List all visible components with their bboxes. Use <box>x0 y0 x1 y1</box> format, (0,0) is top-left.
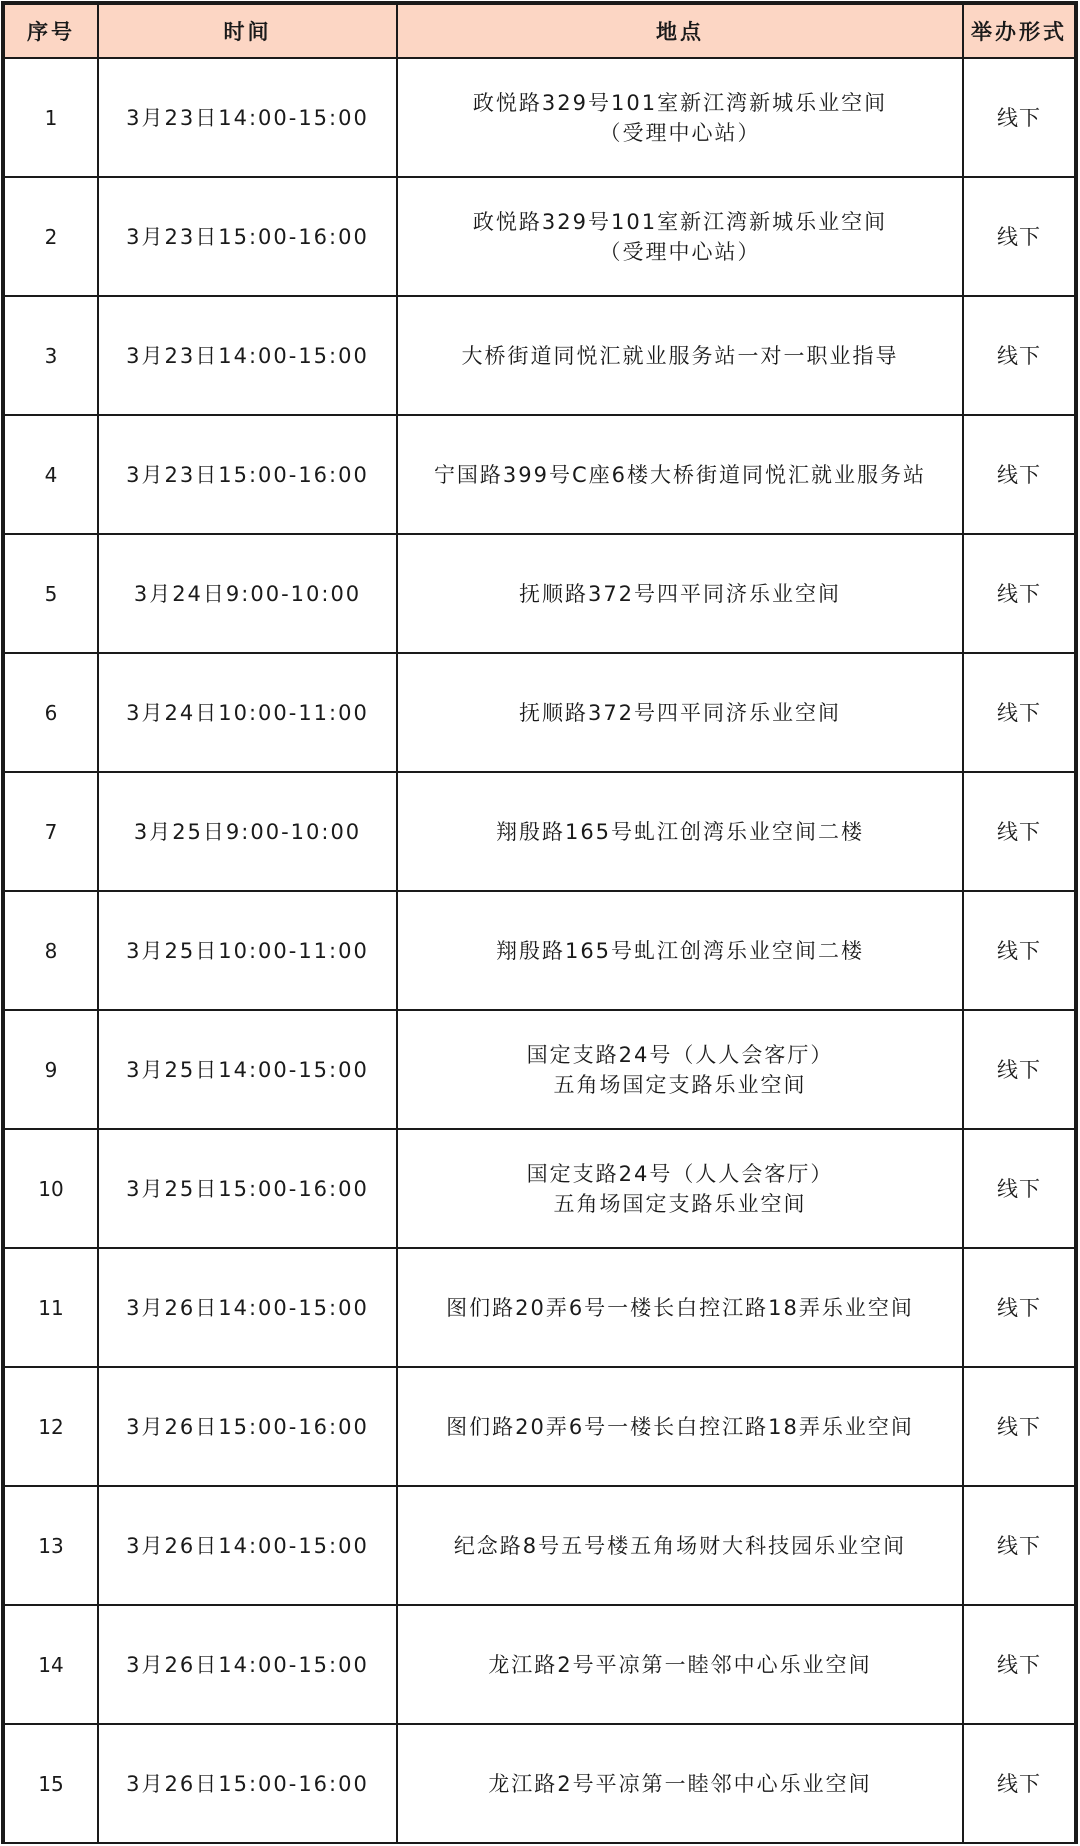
cell-location <box>397 772 963 891</box>
location-line: 图们路20弄6号一楼长白控江路18弄乐业空间 <box>446 1414 914 1439</box>
table-row <box>4 1248 1075 1367</box>
cell-format: 线下 <box>963 1605 1075 1724</box>
cell-time: 3月23日14:00-15:00 <box>98 58 397 177</box>
cell-time: 3月24日10:00-11:00 <box>98 653 397 772</box>
cell-time: 3月26日15:00-16:00 <box>98 1367 397 1486</box>
location-line: 五角场国定支路乐业空间 <box>553 1072 807 1097</box>
table-row <box>4 1605 1075 1724</box>
table-row <box>4 1129 1075 1248</box>
table-row <box>4 1724 1075 1843</box>
cell-format: 线下 <box>963 415 1075 534</box>
cell-format: 线下 <box>963 772 1075 891</box>
cell-no: 12 <box>4 1367 98 1486</box>
cell-format: 线下 <box>963 58 1075 177</box>
location-line: 五角场国定支路乐业空间 <box>553 1191 807 1216</box>
table-row <box>4 891 1075 1010</box>
cell-time: 3月24日9:00-10:00 <box>98 534 397 653</box>
cell-no: 11 <box>4 1248 98 1367</box>
cell-location <box>397 1367 963 1486</box>
location-line: 国定支路24号（人人会客厅） <box>526 1042 834 1067</box>
location-line: 图们路20弄6号一楼长白控江路18弄乐业空间 <box>446 1295 914 1320</box>
cell-time: 3月26日14:00-15:00 <box>98 1486 397 1605</box>
location-line: 政悦路329号101室新江湾新城乐业空间 <box>472 90 888 115</box>
header-format: 举办形式 <box>963 4 1075 58</box>
table-row <box>4 415 1075 534</box>
cell-time: 3月26日15:00-16:00 <box>98 1724 397 1843</box>
schedule-table <box>3 3 1076 1844</box>
cell-location <box>397 1248 963 1367</box>
table-body <box>4 58 1075 1843</box>
cell-time: 3月25日10:00-11:00 <box>98 891 397 1010</box>
location-line: 龙江路2号平凉第一睦邻中心乐业空间 <box>488 1652 872 1677</box>
cell-format: 线下 <box>963 296 1075 415</box>
location-line: 翔殷路165号虬江创湾乐业空间二楼 <box>495 819 865 844</box>
table-row <box>4 58 1075 177</box>
cell-location <box>397 653 963 772</box>
location-line: 纪念路8号五号楼五角场财大科技园乐业空间 <box>453 1533 907 1558</box>
cell-time: 3月25日14:00-15:00 <box>98 1010 397 1129</box>
cell-location <box>397 177 963 296</box>
table-row <box>4 1486 1075 1605</box>
cell-location <box>397 1486 963 1605</box>
cell-format: 线下 <box>963 1724 1075 1843</box>
cell-format: 线下 <box>963 1248 1075 1367</box>
cell-location <box>397 1724 963 1843</box>
cell-time: 3月26日14:00-15:00 <box>98 1605 397 1724</box>
cell-format: 线下 <box>963 1367 1075 1486</box>
cell-location <box>397 1129 963 1248</box>
table-row <box>4 1010 1075 1129</box>
location-line: 翔殷路165号虬江创湾乐业空间二楼 <box>495 938 865 963</box>
cell-format: 线下 <box>963 177 1075 296</box>
table-header-row <box>4 4 1075 58</box>
cell-no: 14 <box>4 1605 98 1724</box>
cell-format: 线下 <box>963 1129 1075 1248</box>
location-line: 国定支路24号（人人会客厅） <box>526 1161 834 1186</box>
cell-format: 线下 <box>963 653 1075 772</box>
header-no: 序号 <box>4 4 98 58</box>
cell-format: 线下 <box>963 534 1075 653</box>
table-row <box>4 534 1075 653</box>
cell-time: 3月23日15:00-16:00 <box>98 415 397 534</box>
cell-time: 3月25日9:00-10:00 <box>98 772 397 891</box>
cell-format: 线下 <box>963 1486 1075 1605</box>
table-row <box>4 772 1075 891</box>
table-row <box>4 177 1075 296</box>
location-line: 抚顺路372号四平同济乐业空间 <box>518 581 842 606</box>
cell-time: 3月23日14:00-15:00 <box>98 296 397 415</box>
header-location: 地点 <box>397 4 963 58</box>
cell-time: 3月26日14:00-15:00 <box>98 1248 397 1367</box>
cell-no: 13 <box>4 1486 98 1605</box>
cell-location <box>397 296 963 415</box>
cell-no: 6 <box>4 653 98 772</box>
cell-time: 3月25日15:00-16:00 <box>98 1129 397 1248</box>
location-line: 抚顺路372号四平同济乐业空间 <box>518 700 842 725</box>
cell-location <box>397 1010 963 1129</box>
cell-no: 1 <box>4 58 98 177</box>
location-line: 宁国路399号C座6楼大桥街道同悦汇就业服务站 <box>433 462 927 487</box>
cell-location <box>397 1605 963 1724</box>
cell-no: 3 <box>4 296 98 415</box>
schedule-table-container <box>1 1 1078 1844</box>
cell-no: 2 <box>4 177 98 296</box>
cell-location <box>397 58 963 177</box>
location-line: 政悦路329号101室新江湾新城乐业空间 <box>472 209 888 234</box>
cell-format: 线下 <box>963 891 1075 1010</box>
cell-no: 5 <box>4 534 98 653</box>
cell-format: 线下 <box>963 1010 1075 1129</box>
cell-no: 4 <box>4 415 98 534</box>
cell-no: 7 <box>4 772 98 891</box>
cell-location <box>397 534 963 653</box>
cell-location <box>397 891 963 1010</box>
cell-no: 9 <box>4 1010 98 1129</box>
location-line: 龙江路2号平凉第一睦邻中心乐业空间 <box>488 1771 872 1796</box>
cell-location <box>397 415 963 534</box>
cell-no: 8 <box>4 891 98 1010</box>
table-row <box>4 296 1075 415</box>
location-line: （受理中心站） <box>599 239 761 264</box>
cell-no: 15 <box>4 1724 98 1843</box>
cell-time: 3月23日15:00-16:00 <box>98 177 397 296</box>
table-row <box>4 653 1075 772</box>
header-time: 时间 <box>98 4 397 58</box>
location-line: （受理中心站） <box>599 120 761 145</box>
cell-no: 10 <box>4 1129 98 1248</box>
table-row <box>4 1367 1075 1486</box>
location-line: 大桥街道同悦汇就业服务站一对一职业指导 <box>461 343 899 368</box>
